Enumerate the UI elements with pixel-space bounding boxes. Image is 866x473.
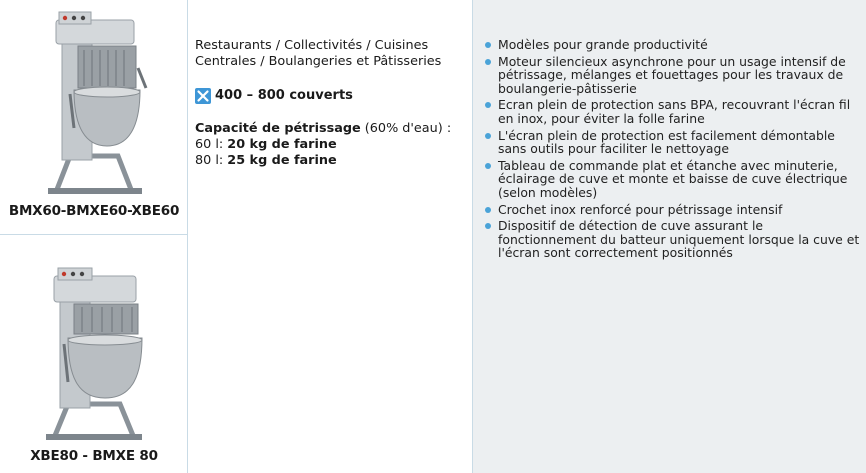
capacity-note: (60% d'eau) : [360, 121, 452, 136]
bullet-icon [485, 223, 491, 229]
feature-item [483, 55, 862, 96]
cutlery-x-icon [195, 88, 211, 104]
capacity-value: 25 kg de farine [227, 153, 337, 168]
bullet-icon [485, 42, 491, 48]
usage-line: Centrales / Boulangeries et Pâtisseries [195, 54, 442, 69]
feature-item [483, 219, 862, 260]
feature-item [483, 203, 862, 217]
product-name: BMX60-BMXE60-XBE60 [8, 203, 180, 219]
feature-text: Dispositif de détection de cuve assurant le fonctionnement du batteur uniquement lorsque la cuve et l'écran sont correctement positionnés [498, 218, 860, 261]
feature-item [483, 129, 862, 156]
mixer-image [34, 6, 154, 196]
feature-text: L'écran plein de protection est facilement démontable sans outils pour faciliter le nettoyage [498, 127, 835, 157]
feature-text: Crochet inox renforcé pour pétrissage intensif [498, 201, 783, 217]
capacity-block [195, 121, 472, 169]
bullet-icon [485, 163, 491, 169]
capacity-value: 20 kg de farine [227, 137, 337, 152]
usage-column [189, 0, 473, 473]
feature-item [483, 98, 862, 125]
feature-item [483, 38, 862, 52]
capacity-volume: 80 l: [195, 153, 228, 168]
capacity-row [195, 153, 472, 169]
couverts-label: 400 – 800 couverts [215, 88, 353, 103]
product-card [0, 236, 188, 473]
mixer-image [34, 264, 154, 442]
features-list [483, 38, 862, 260]
bullet-icon [485, 133, 491, 139]
couverts-row [195, 88, 472, 104]
capacity-title: Capacité de pétrissage [195, 121, 361, 136]
capacity-row [195, 137, 472, 153]
feature-text: Modèles pour grande productivité [498, 37, 708, 52]
feature-item [483, 159, 862, 200]
capacity-volume: 60 l: [195, 137, 228, 152]
usage-line: Restaurants / Collectivités / Cuisines [195, 38, 429, 53]
features-panel [473, 0, 866, 473]
product-card [0, 0, 188, 235]
bullet-icon [485, 102, 491, 108]
usage-text [195, 38, 472, 70]
product-name: XBE80 - BMXE 80 [30, 448, 158, 464]
bullet-icon [485, 207, 491, 213]
product-image-column [0, 0, 188, 473]
feature-text: Moteur silencieux asynchrone pour un usage intensif de pétrissage, mélanges et fouettages pour les travaux de boulangerie-pâtisserie [498, 53, 846, 96]
feature-text: Tableau de commande plat et étanche avec minuterie, éclairage de cuve et monte et baisse de cuve électrique (selon modèles) [498, 157, 848, 200]
bullet-icon [485, 59, 491, 65]
feature-text: Ecran plein de protection sans BPA, recouvrant l'écran fil en inox, pour éviter la folle farine [498, 97, 851, 126]
